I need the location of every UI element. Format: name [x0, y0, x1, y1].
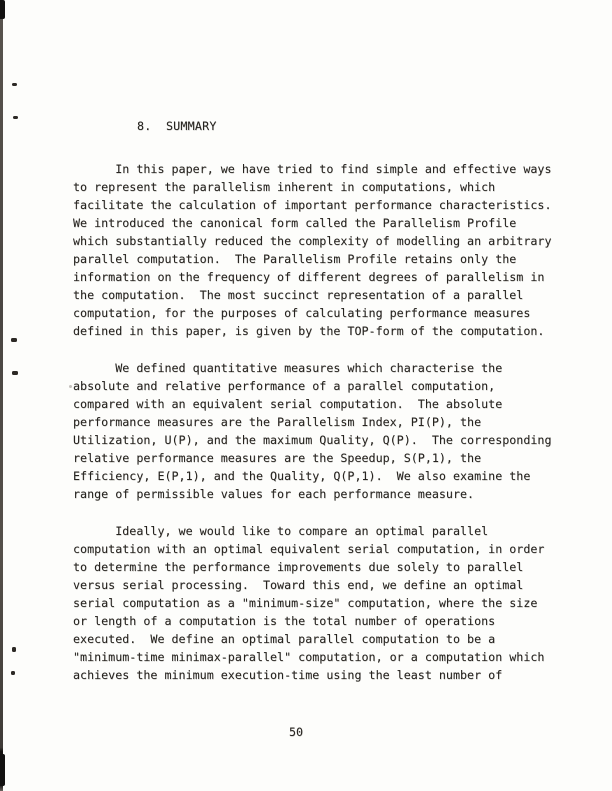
- text-line: parallel computation. The Parallelism Profile retains only the: [73, 252, 517, 266]
- scan-edge-artifact: [0, 0, 3, 791]
- scan-speck: [11, 671, 15, 675]
- scan-speck: [12, 371, 18, 375]
- text-line: We defined quantitative measures which characterise the: [73, 361, 503, 375]
- paragraph-2: [73, 359, 555, 503]
- text-line: to represent the parallelism inherent in computations, which: [73, 180, 496, 194]
- section-heading: 8. SUMMARY: [137, 119, 217, 133]
- text-line: Utilization, U(P), and the maximum Quality, Q(P). The corresponding: [73, 433, 552, 447]
- text-line: facilitate the calculation of important performance characteristics.: [73, 198, 552, 212]
- paragraph-3: [73, 522, 555, 684]
- text-line: "minimum-time minimax-parallel" computation, or a computation which: [73, 650, 545, 664]
- text-line: the computation. The most succinct representation of a parallel: [73, 288, 524, 302]
- text-line: or length of a computation is the total number of operations: [73, 614, 496, 628]
- text-line: defined in this paper, is given by the TOP-form of the computation.: [73, 324, 545, 338]
- page-number: 50: [289, 725, 304, 739]
- text-line: We introduced the canonical form called the Parallelism Profile: [73, 216, 517, 230]
- text-line: achieves the minimum execution-time using the least number of: [73, 668, 503, 682]
- text-line: compared with an equivalent serial computation. The absolute: [73, 397, 503, 411]
- scan-speck: [12, 647, 16, 652]
- text-line: range of permissible values for each performance measure.: [73, 487, 475, 501]
- text-line: In this paper, we have tried to find simple and effective ways: [73, 162, 552, 176]
- scan-edge-top-mark: [0, 0, 5, 19]
- scan-speck: [69, 385, 72, 388]
- text-line: absolute and relative performance of a parallel computation,: [73, 379, 496, 393]
- scan-edge-bottom-mark: [0, 754, 5, 786]
- text-line: which substantially reduced the complexity of modelling an arbitrary: [73, 234, 552, 248]
- scan-speck: [13, 116, 18, 119]
- text-line: executed. We define an optimal parallel computation to be a: [73, 632, 496, 646]
- document-body: [73, 117, 555, 703]
- paragraph-1: [73, 160, 555, 340]
- scan-speck: [11, 338, 17, 342]
- text-line: computation, for the purposes of calculating performance measures: [73, 306, 531, 320]
- text-line: information on the frequency of different degrees of parallelism in: [73, 270, 545, 284]
- text-line: computation with an optimal equivalent serial computation, in order: [73, 542, 545, 556]
- text-line: relative performance measures are the Speedup, S(P,1), the: [73, 451, 482, 465]
- text-line: versus serial processing. Toward this end, we define an optimal: [73, 578, 524, 592]
- text-line: Ideally, we would like to compare an optimal parallel: [73, 524, 489, 538]
- text-line: Efficiency, E(P,1), and the Quality, Q(P,1). We also examine the: [73, 469, 531, 483]
- text-line: serial computation as a "minimum-size" computation, where the size: [73, 596, 538, 610]
- text-line: to determine the performance improvements due solely to parallel: [73, 560, 524, 574]
- text-line: performance measures are the Parallelism Index, PI(P), the: [73, 415, 482, 429]
- scan-speck: [12, 83, 17, 86]
